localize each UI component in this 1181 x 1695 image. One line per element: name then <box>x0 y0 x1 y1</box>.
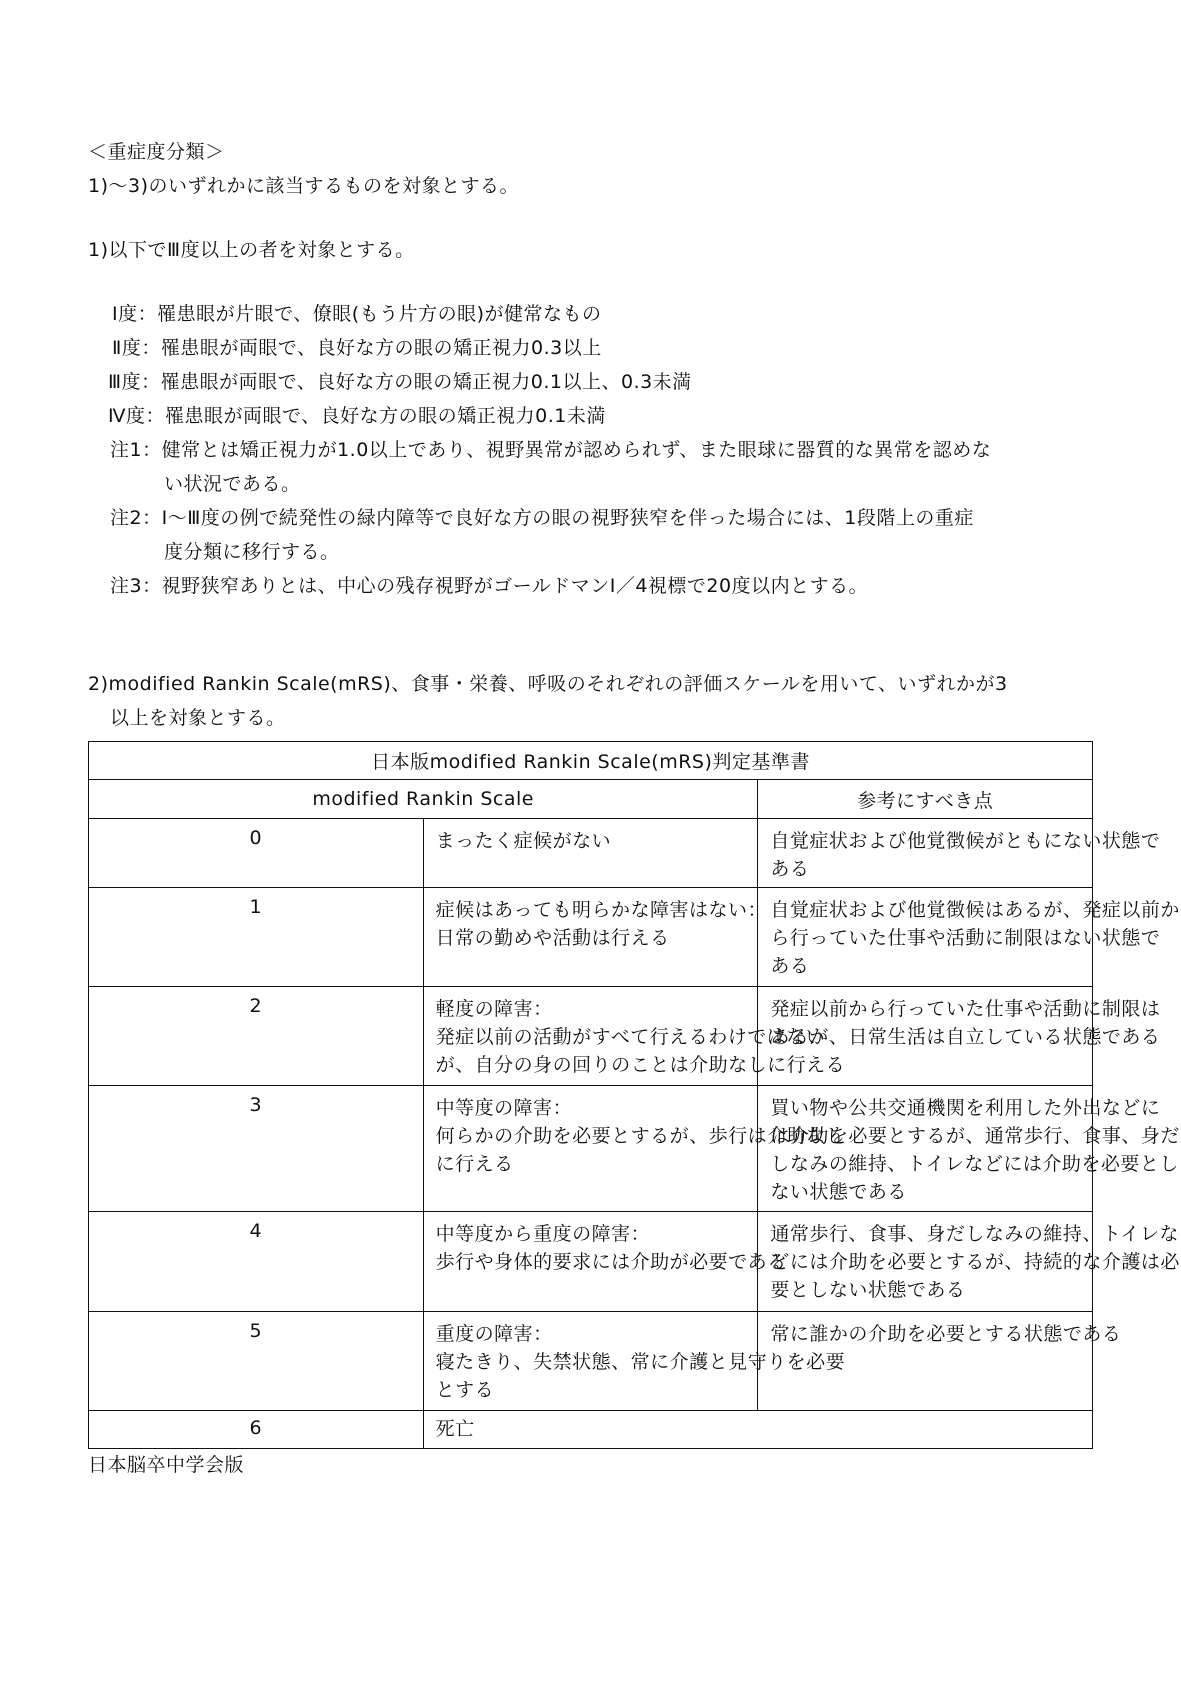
description-line: 中等度の障害： <box>435 1097 573 1119</box>
table-title: 日本版modified Rankin Scale(mRS)判定基準書 <box>89 742 1093 780</box>
grade-label: Ⅳ度： <box>108 405 166 427</box>
table-title-row <box>89 742 1093 780</box>
grade-text: 罹患眼が両眼で、良好な方の眼の矯正視力0.1未満 <box>165 405 606 427</box>
note-text: Ⅰ～Ⅲ度の例で続発性の緑内障等で良好な方の眼の視野狭窄を伴った場合には、1段階上の重症 <box>161 507 974 529</box>
description-line: 軽度の障害： <box>435 998 553 1020</box>
grade-description <box>423 987 846 1086</box>
description-line: まったく症候がない <box>435 830 612 852</box>
description-line: 日常の勤めや活動は行える <box>435 927 670 949</box>
source-credit: 日本脳卒中学会版 <box>88 1454 245 1476</box>
reference-line: 自覚症状および他覚徴候はあるが、発症以前か <box>770 899 1180 921</box>
grade-description <box>423 1312 846 1411</box>
note-1 <box>110 438 991 462</box>
grade-item <box>112 336 602 360</box>
note-label: 注3： <box>110 575 162 597</box>
criterion2-line2: 以上を対象とする。 <box>110 707 286 729</box>
grade-item <box>108 404 606 428</box>
note-text: 視野狭窄ありとは、中心の残存視野がゴールドマンI／4視標で20度以内とする。 <box>161 575 869 597</box>
grade-number: 3 <box>89 1086 424 1212</box>
grade-number: 2 <box>89 987 424 1086</box>
table-row <box>89 987 1093 1086</box>
grade-label: Ⅲ度： <box>108 371 161 393</box>
mrs-table <box>88 741 1180 1449</box>
grade-number: 4 <box>89 1212 424 1312</box>
reference-line: 要としない状態である <box>770 1279 966 1301</box>
reference-line: どには介助を必要とするが、持続的な介護は必 <box>770 1251 1180 1273</box>
reference-line: は介助を必要とするが、通常歩行、食事、身だ <box>770 1125 1180 1147</box>
reference-line: 自覚症状および他覚徴候がともにない状態で <box>770 830 1161 852</box>
grade-label: Ⅰ度： <box>112 303 158 325</box>
description-line: 歩行や身体的要求には介助が必要である <box>435 1251 787 1273</box>
grade-label: Ⅱ度： <box>112 337 161 359</box>
grade-reference <box>758 1086 1180 1212</box>
grade-reference <box>758 1212 1180 1312</box>
grade-number: 6 <box>89 1411 424 1449</box>
column-header-mrs: modified Rankin Scale <box>89 780 758 819</box>
description-line: 寝たきり、失禁状態、常に介護と見守りを必要 <box>435 1351 846 1373</box>
grade-text: 罹患眼が片眼で、僚眼(もう片方の眼)が健常なもの <box>157 303 602 325</box>
note-2-continuation: 度分類に移行する。 <box>164 541 340 563</box>
grade-item <box>112 302 602 326</box>
description-line: 発症以前の活動がすべて行えるわけではない <box>435 1026 826 1048</box>
criterion2-line1: 2)modified Rankin Scale(mRS)、食事・栄養、呼吸のそれぞれの評価スケールを用いて、いずれかが3 <box>88 673 1008 695</box>
grade-description <box>423 1411 1092 1449</box>
grade-item <box>108 370 692 394</box>
description-line: とする <box>435 1379 495 1401</box>
grade-reference <box>758 819 1161 888</box>
grade-description <box>423 888 767 987</box>
reference-line: 常に誰かの介助を必要とする状態である <box>770 1323 1122 1345</box>
note-text: 健常とは矯正視力が1.0以上であり、視野異常が認められず、また眼球に器質的な異常を認めな <box>161 439 992 461</box>
table-row <box>89 1312 1093 1411</box>
table-row <box>89 1086 1093 1212</box>
reference-line: 通常歩行、食事、身だしなみの維持、トイレな <box>770 1223 1179 1245</box>
note-3 <box>110 574 868 598</box>
criterion1-heading: 1)以下でⅢ度以上の者を対象とする。 <box>88 239 415 261</box>
table-row <box>89 888 1093 987</box>
note-label: 注1： <box>110 439 162 461</box>
reference-line: 発症以前から行っていた仕事や活動に制限は <box>770 998 1161 1020</box>
grade-description <box>423 819 758 888</box>
reference-line: しなみの維持、トイレなどには介助を必要とし <box>770 1153 1179 1175</box>
grade-number: 0 <box>89 819 424 888</box>
intro-text: 1)～3)のいずれかに該当するものを対象とする。 <box>88 175 520 197</box>
note-2 <box>110 506 974 530</box>
reference-line: ら行っていた仕事や活動に制限はない状態で <box>770 927 1161 949</box>
reference-line: ある <box>770 955 810 977</box>
reference-line: ない状態である <box>770 1181 907 1203</box>
description-line: 死亡 <box>435 1418 475 1440</box>
description-line: 中等度から重度の障害： <box>435 1223 651 1245</box>
note-label: 注2： <box>110 507 162 529</box>
description-line: 何らかの介助を必要とするが、歩行は介助なし <box>435 1125 846 1147</box>
grade-text: 罹患眼が両眼で、良好な方の眼の矯正視力0.1以上、0.3未満 <box>160 371 692 393</box>
section-title: ＜重症度分類＞ <box>88 141 225 163</box>
grade-reference <box>758 888 1180 987</box>
grade-number: 5 <box>89 1312 424 1411</box>
table-row <box>89 1212 1093 1312</box>
reference-line: あるが、日常生活は自立している状態である <box>770 1026 1161 1048</box>
description-line: 症候はあっても明らかな障害はない： <box>435 899 767 921</box>
table-row <box>89 819 1093 888</box>
note-1-continuation: い状況である。 <box>164 473 301 495</box>
description-line: に行える <box>435 1153 514 1175</box>
grade-text: 罹患眼が両眼で、良好な方の眼の矯正視力0.3以上 <box>160 337 602 359</box>
grade-number: 1 <box>89 888 424 987</box>
description-line: が、自分の身の回りのことは介助なしに行える <box>435 1054 846 1076</box>
grade-description <box>423 1212 787 1312</box>
reference-line: 買い物や公共交通機関を利用した外出などに <box>770 1097 1161 1119</box>
description-line: 重度の障害： <box>435 1323 553 1345</box>
table-row <box>89 1411 1093 1449</box>
table-header-row <box>89 780 1093 819</box>
column-header-reference: 参考にすべき点 <box>758 780 1093 819</box>
reference-line: ある <box>770 858 810 880</box>
